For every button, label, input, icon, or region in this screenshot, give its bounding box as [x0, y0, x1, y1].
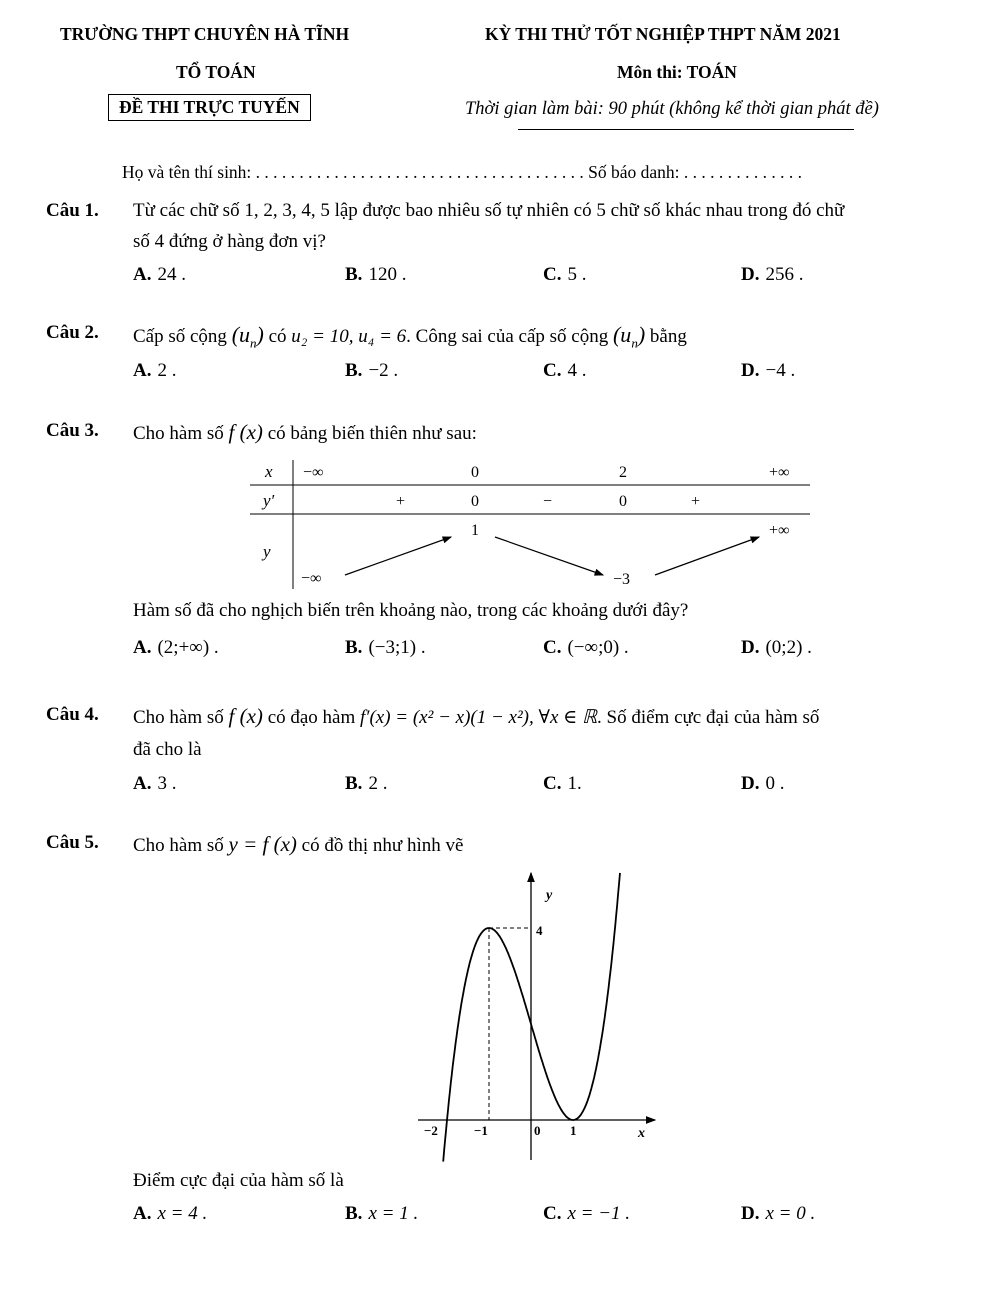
y-val-2: 1: [471, 522, 479, 539]
option-value: (0;2) .: [765, 637, 812, 658]
x-tick-1: 1: [570, 1123, 577, 1138]
q3-function: f (x): [228, 420, 263, 444]
q4-text: [133, 704, 819, 729]
option-value: 4 .: [567, 360, 587, 381]
option-value: 3 .: [157, 773, 177, 794]
q4-text-line2: đã cho là: [133, 739, 202, 760]
seq-close: ): [256, 322, 264, 347]
school-name: TRƯỜNG THPT CHUYÊN HÀ TĨNH: [60, 24, 350, 44]
yp-val-2: 0: [471, 493, 479, 510]
seq-open: (u: [231, 322, 251, 347]
online-exam-label: ĐỀ THI TRỰC TUYẾN: [108, 94, 311, 121]
q2-text-c: . Công sai của cấp số cộng: [406, 326, 609, 347]
q1-option-a[interactable]: [133, 264, 186, 286]
seq-sub: n: [631, 335, 638, 351]
x-val-4: +∞: [769, 464, 790, 481]
q3-option-d[interactable]: [741, 637, 812, 659]
option-value: (2;+∞) .: [157, 637, 219, 658]
q4-text-c: . Số điểm cực đại của hàm số: [597, 707, 820, 728]
q2-option-a[interactable]: [133, 360, 176, 382]
q3-label: Câu 3.: [46, 420, 99, 441]
variation-table: [245, 455, 815, 595]
q3-text-b: có bảng biến thiên như sau:: [267, 423, 477, 444]
x-axis-label: x: [638, 1126, 645, 1141]
q5-text-b: có đồ thị như hình vẽ: [301, 835, 464, 856]
y-axis-label: y: [546, 888, 553, 903]
option-value: 120 .: [368, 264, 407, 285]
yp-val-3: −: [543, 493, 553, 510]
option-value: 0 .: [765, 773, 785, 794]
q2-text-d: bằng: [649, 326, 687, 347]
option-letter: A.: [133, 1203, 152, 1224]
option-letter: B.: [345, 637, 363, 658]
arrow-down: [495, 537, 603, 575]
yp-val-5: +: [691, 493, 701, 510]
option-letter: C.: [543, 264, 562, 285]
yp-val-4: 0: [619, 493, 627, 510]
q1-option-d[interactable]: [741, 264, 803, 286]
x-tick-neg1: −1: [474, 1123, 488, 1138]
option-letter: A.: [133, 360, 152, 381]
exam-title: KỲ THI THỬ TỐT NGHIỆP THPT NĂM 2021: [485, 24, 841, 44]
option-value: (−∞;0) .: [567, 637, 629, 658]
x-val-3: 2: [619, 464, 627, 481]
seq-sub: n: [250, 335, 257, 351]
x-val-1: −∞: [303, 464, 324, 481]
option-letter: C.: [543, 360, 562, 381]
option-letter: D.: [741, 1203, 760, 1224]
option-letter: C.: [543, 773, 562, 794]
option-value: 24 .: [157, 264, 186, 285]
q5-option-c[interactable]: [543, 1203, 630, 1225]
option-value: 1.: [567, 773, 582, 794]
q5-text-a: Cho hàm số: [133, 835, 224, 856]
department: TỔ TOÁN: [176, 62, 256, 82]
q2-option-d[interactable]: [741, 360, 795, 382]
q4-option-a[interactable]: [133, 773, 176, 795]
q4-text-a: Cho hàm số: [133, 707, 224, 728]
q4-option-c[interactable]: [543, 773, 582, 795]
option-letter: B.: [345, 773, 363, 794]
student-info-line: Họ và tên thí sinh: . . . . . . . . . . . . . . . . . . . . . . . . . . . . . . . . . . . . . . Số báo danh: . . . . . . . . . . . . . .: [122, 162, 803, 182]
q2-condition: u₂ = 10, u₄ = 6: [291, 326, 407, 347]
option-value: −4 .: [765, 360, 796, 381]
header-divider: [518, 129, 854, 130]
q1-option-c[interactable]: [543, 264, 586, 286]
x-val-2: 0: [471, 464, 479, 481]
q4-option-b[interactable]: [345, 773, 387, 795]
option-letter: B.: [345, 1203, 363, 1224]
q5-option-b[interactable]: [345, 1203, 418, 1225]
q2-label: Câu 2.: [46, 322, 99, 343]
q2-option-b[interactable]: [345, 360, 398, 382]
q4-label: Câu 4.: [46, 704, 99, 725]
option-letter: C.: [543, 637, 562, 658]
subject: Môn thi: TOÁN: [617, 62, 737, 82]
option-value: x = −1 .: [567, 1203, 631, 1224]
option-letter: A.: [133, 637, 152, 658]
q1-option-b[interactable]: [345, 264, 406, 286]
q5-option-d[interactable]: [741, 1203, 815, 1225]
y-val-3: −3: [613, 571, 631, 588]
arrow-up-1: [345, 537, 451, 575]
q5-after-text: Điểm cực đại của hàm số là: [133, 1170, 344, 1191]
q2-sequence: [231, 322, 264, 351]
q3-text-a: Cho hàm số: [133, 423, 224, 444]
seq-open: (u: [612, 322, 632, 347]
option-letter: D.: [741, 773, 760, 794]
q3-after-text: Hàm số đã cho nghịch biến trên khoảng nào, trong các khoảng dưới đây?: [133, 600, 689, 621]
option-value: x = 0 .: [765, 1203, 816, 1224]
seq-close: ): [637, 322, 646, 347]
q5-function: y = f (x): [228, 832, 297, 856]
x-tick-0: 0: [534, 1123, 541, 1138]
option-value: x = 4 .: [157, 1203, 208, 1224]
function-graph: [410, 865, 670, 1165]
time-limit: Thời gian làm bài: 90 phút (không kể thời gian phát đề): [465, 99, 879, 119]
option-letter: B.: [345, 360, 363, 381]
row-y-label: y: [263, 542, 271, 561]
q2-sequence-2: [612, 322, 646, 351]
q4-function: f (x): [228, 704, 263, 728]
option-letter: D.: [741, 360, 760, 381]
q2-text-a: Cấp số cộng: [133, 326, 227, 347]
q1-text-line1: Từ các chữ số 1, 2, 3, 4, 5 lập được bao nhiêu số tự nhiên có 5 chữ số khác nhau trong đó chữ: [133, 200, 845, 221]
option-letter: A.: [133, 773, 152, 794]
option-value: −2 .: [368, 360, 399, 381]
option-value: 256 .: [765, 264, 804, 285]
arrow-up-2: [655, 537, 759, 575]
option-letter: A.: [133, 264, 152, 285]
q4-option-d[interactable]: [741, 773, 784, 795]
x-tick-neg2: −2: [424, 1123, 438, 1138]
q3-option-a[interactable]: [133, 637, 219, 659]
option-letter: D.: [741, 264, 760, 285]
q3-option-c[interactable]: [543, 637, 629, 659]
q1-text-line2: số 4 đứng ở hàng đơn vị?: [133, 231, 326, 252]
q2-text: [133, 322, 687, 351]
row-yprime-label: y′: [263, 491, 275, 510]
option-letter: B.: [345, 264, 363, 285]
q5-text: [133, 832, 463, 857]
yp-val-1: +: [396, 493, 406, 510]
option-letter: D.: [741, 637, 760, 658]
option-value: (−3;1) .: [368, 637, 426, 658]
q4-derivative: f′(x) = (x² − x)(1 − x²), ∀x ∈ ℝ: [360, 707, 598, 728]
y-val-4: +∞: [769, 522, 790, 539]
option-value: x = 1 .: [368, 1203, 419, 1224]
option-letter: C.: [543, 1203, 562, 1224]
q2-text-b: có: [268, 326, 287, 347]
q4-text-b: có đạo hàm: [267, 707, 356, 728]
row-x-label: x: [265, 462, 273, 481]
q1-label: Câu 1.: [46, 200, 99, 221]
q3-option-b[interactable]: [345, 637, 426, 659]
y-val-1: −∞: [301, 570, 322, 587]
option-value: 5 .: [567, 264, 587, 285]
q3-text: [133, 420, 477, 445]
y-tick-4: 4: [536, 923, 543, 938]
option-value: 2 .: [157, 360, 177, 381]
q5-option-a[interactable]: [133, 1203, 207, 1225]
q2-option-c[interactable]: [543, 360, 586, 382]
option-value: 2 .: [368, 773, 388, 794]
q5-label: Câu 5.: [46, 832, 99, 853]
